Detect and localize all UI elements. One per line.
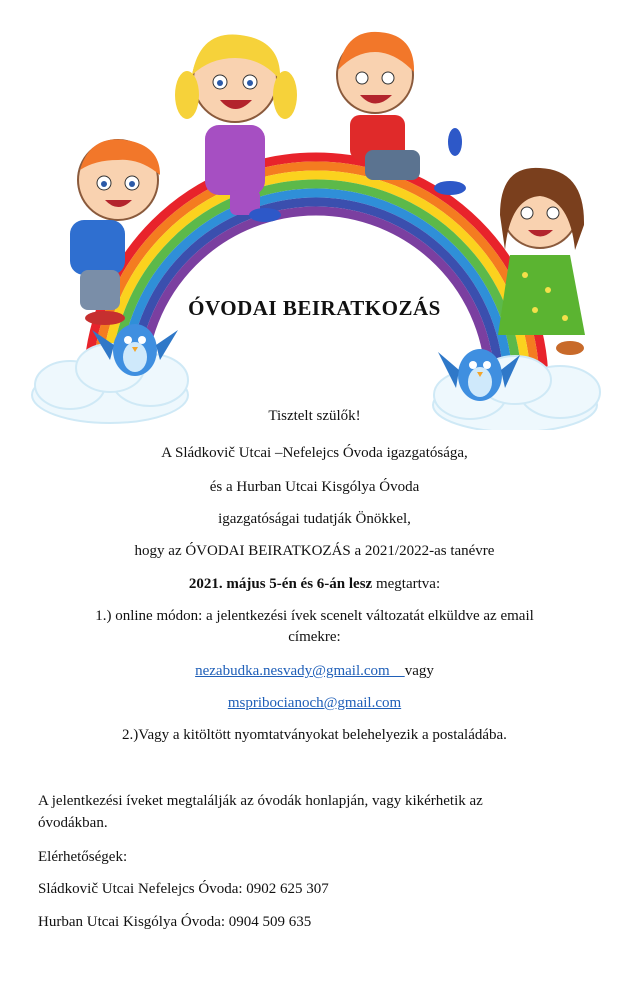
email-link-1[interactable]: nezabudka.nesvady@gmail.com (195, 663, 405, 679)
date-bold: 2021. május 5-én és 6-án lesz (188, 576, 373, 592)
email-2-line (0, 694, 629, 713)
info-line-2: óvodákban. (38, 815, 108, 831)
intro-line-2: és a Hurban Utcai Kisgólya Óvoda (209, 479, 420, 495)
intro-line-1: A Sládkovič Utcai –Nefelejcs Óvoda igazgatósága, (161, 445, 468, 461)
child-icon (498, 168, 585, 355)
option-1-line-1: 1.) online módon: a jelentkezési ívek scenelt változatát elküldve az email (95, 608, 534, 624)
date-line (0, 575, 629, 594)
contact-2: Hurban Utcai Kisgólya Óvoda: 0904 509 635 (38, 914, 312, 930)
option-1-line-2: címekre: (288, 629, 341, 645)
email-link-2[interactable]: mspribocianoch@gmail.com (227, 695, 402, 711)
option-2: 2.)Vagy a kitöltött nyomtatványokat belehelyezik a postaládába. (122, 727, 507, 743)
greeting: Tisztelt szülők! (268, 408, 361, 424)
rainbow-illustration (0, 0, 629, 430)
document-title: ÓVODAI BEIRATKOZÁS (188, 296, 441, 320)
email-1-line (0, 662, 629, 681)
intro-line-4: hogy az ÓVODAI BEIRATKOZÁS a 2021/2022-as tanévre (134, 543, 495, 559)
intro-line-3: igazgatóságai tudatják Önökkel, (218, 511, 411, 527)
email-1-suffix: vagy (404, 663, 434, 679)
contact-1: Sládkovič Utcai Nefelejcs Óvoda: 0902 625 307 (38, 881, 329, 897)
info-line-1: A jelentkezési íveket megtalálják az óvodák honlapján, vagy kikérhetik az (38, 793, 483, 809)
date-rest: megtartva: (372, 576, 441, 592)
contacts-heading: Elérhetőségek: (38, 849, 128, 865)
